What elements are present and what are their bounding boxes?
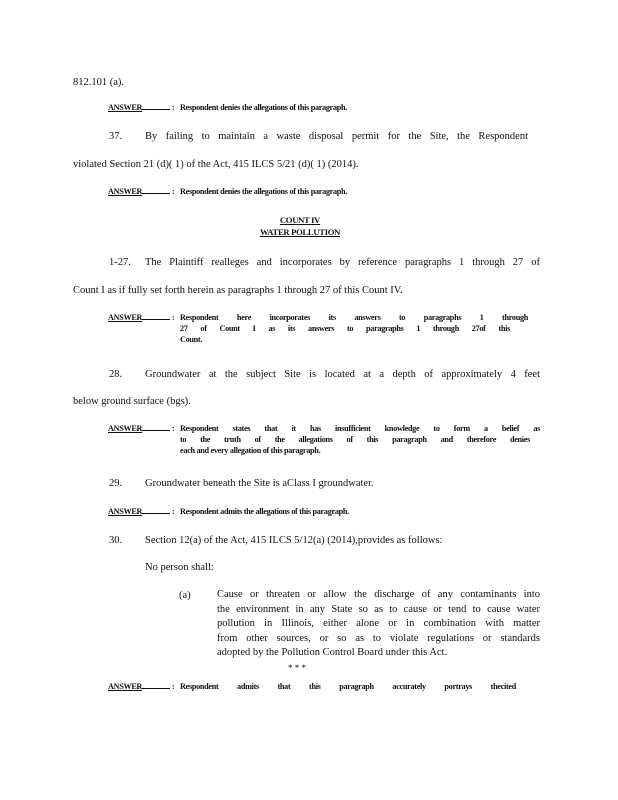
answer-text: Respondent admits the allegations of this paragraph.	[180, 507, 349, 516]
answer-text: Respondent denies the allegations of this paragraph.	[180, 103, 348, 112]
paragraph-text: Groundwater beneath the Site is aClass I groundwater.	[145, 478, 374, 489]
ellipsis-mark: * * *	[288, 663, 306, 673]
statute-quote: Cause or threaten or allow the discharge of any contaminants into the environment in any State so as to cause or tend to cause water pollution in Illinois, either alone or in combination with matter from other sources, or so as to violate regulations or standards adopted by the Pollution Control Board under this Act.	[217, 589, 540, 658]
paragraph-text: below ground surface (bgs).	[73, 396, 191, 407]
paragraph-number: 37.	[109, 131, 123, 142]
paragraph-number: 29.	[109, 478, 123, 489]
answer-block: ANSWER : Respondent admits the allegations of this paragraph.	[108, 507, 349, 516]
paragraph-number: 1-27.	[109, 257, 131, 268]
answer-label: ANSWER	[108, 682, 143, 691]
paragraph-number: 30.	[109, 535, 123, 546]
answer-block: ANSWER : Respondent denies the allegations of this paragraph.	[108, 187, 348, 196]
paragraph-text: Groundwater at the subject Site is located at a depth of approximately 4 feet	[145, 369, 540, 380]
paragraph-number: 28.	[109, 369, 123, 380]
answer-text: Respondent here incorporates its answers to paragraphs 1 through 27 of Count I as its answers to paragraphs 1 through 27of this Count.	[180, 313, 528, 344]
answer-label: ANSWER	[108, 103, 143, 112]
answer-label: ANSWER	[108, 507, 143, 516]
answer-label: ANSWER	[108, 187, 143, 196]
paragraph-text: No person shall:	[145, 562, 214, 573]
paragraph-text: Section 12(a) of the Act, 415 ILCS 5/12(a) (2014),provides as follows:	[145, 535, 443, 546]
paragraph-text: The Plaintiff realleges and incorporates by reference paragraphs 1 through 27 of	[145, 257, 540, 268]
answer-text: Respondent admits that this paragraph accurately portrays thecited	[180, 682, 516, 691]
answer-label: ANSWER	[108, 424, 143, 433]
answer-block: ANSWER : Respondent admits that this paragraph accurately portrays thecited	[108, 682, 516, 691]
answer-text: Respondent states that it has insufficient knowledge to form a belief as to the truth of the allegations of this paragraph and therefore denies each and every allegation of this paragraph.	[180, 424, 540, 455]
subsection-label: (a)	[179, 590, 191, 601]
answer-text: Respondent denies the allegations of this paragraph.	[180, 187, 348, 196]
answer-block: ANSWER : Respondent denies the allegations of this paragraph.	[108, 103, 348, 112]
paragraph-text: violated Section 21 (d)( 1) of the Act, 415 ILCS 5/21 (d)( 1) (2014).	[73, 159, 359, 170]
answer-block: ANSWER : Respondent here incorporates its answers to paragraphs 1 through 27 of Count I as its answers to paragraphs 1 through 27of this Count.	[108, 313, 528, 344]
paragraph-text: Count I as if fully set forth herein as paragraphs 1 through 27 of this Count IV.	[73, 285, 403, 296]
answer-block: ANSWER : Respondent states that it has insufficient knowledge to form a belief as to the truth of the allegations of this paragraph and therefore denies each and every allegation of this paragraph.	[108, 424, 540, 455]
intro-fragment: 812.101 (a).	[73, 77, 125, 88]
count-heading: COUNT IV WATER POLLUTION	[259, 215, 341, 237]
answer-label: ANSWER	[108, 313, 143, 322]
paragraph-text: By failing to maintain a waste disposal permit for the Site, the Respondent	[145, 131, 528, 142]
